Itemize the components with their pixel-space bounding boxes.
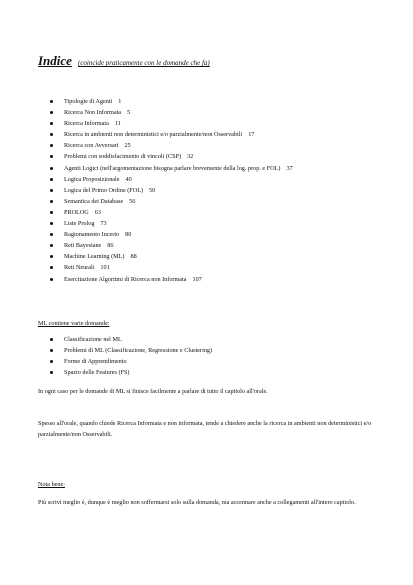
- toc-item-label: Liste Prolog: [64, 220, 95, 228]
- toc-item: [50, 229, 293, 240]
- ml-topic-item: Forme di Apprendimento: [50, 356, 212, 367]
- toc-item-label: Ricerca Informata: [64, 120, 109, 128]
- toc-item-page: 37: [286, 164, 293, 172]
- toc-item: [50, 107, 293, 118]
- toc-item-label: Ragionamento Incerto: [64, 231, 120, 239]
- page-subtitle: (coincide praticamente con le domande che fa): [77, 59, 210, 67]
- toc-item: [50, 196, 293, 207]
- toc-item-page: 56: [129, 197, 136, 205]
- toc-item: [50, 207, 293, 218]
- toc-item-label: Reti Bayesiane: [64, 242, 102, 250]
- toc-item-label: Semantica dei Database: [64, 197, 124, 205]
- toc-item-label: Problemi con soddisfacimento di vincoli (CSP): [64, 153, 182, 161]
- ml-topic-item: Spazio delle Features (FS): [50, 367, 212, 378]
- toc-item-page: 80: [125, 231, 132, 239]
- toc-item-page: 73: [100, 220, 107, 228]
- toc-item: [50, 218, 293, 229]
- toc-item: [50, 151, 293, 162]
- toc-item-label: Machine Learning (ML): [64, 253, 125, 261]
- ml-heading: ML contiene varie domande:: [38, 320, 110, 327]
- toc-item-label: PROLOG: [64, 208, 89, 216]
- toc-item-page: 11: [114, 120, 121, 128]
- toc-item: [50, 274, 293, 285]
- toc-item-label: Ricerca con Avversari: [64, 142, 119, 150]
- toc-item-page: 17: [248, 131, 255, 139]
- toc-item-label: Agenti Logici (nell'argomentazione bisogna parlare brevemente della log. prop. e FOL): [64, 164, 281, 172]
- toc-item-page: 50: [149, 186, 156, 194]
- toc-item-page: 107: [192, 275, 202, 283]
- toc-item-page: 32: [187, 153, 194, 161]
- toc-item-page: 101: [100, 264, 110, 272]
- toc-item-page: 63: [94, 208, 101, 216]
- toc-item-label: Tipologie di Agenti: [64, 98, 113, 105]
- toc-item: [50, 185, 293, 196]
- toc-item: [50, 174, 293, 185]
- toc-item: [50, 118, 293, 129]
- toc-item-page: 5: [127, 109, 131, 117]
- toc-item-page: 1: [118, 98, 122, 105]
- toc-item: [50, 163, 293, 174]
- nota-bene-heading: Nota bene:: [38, 481, 65, 488]
- toc-item: [50, 140, 293, 151]
- toc-item: [50, 96, 293, 107]
- toc-item-label: Ricerca in ambienti non deterministici e/o parzialmente/non Osservabili: [64, 131, 243, 139]
- toc-item: [50, 251, 293, 262]
- toc-item: [50, 240, 293, 251]
- toc-item-page: 40: [125, 175, 132, 183]
- page-title: Indice: [38, 53, 72, 68]
- ml-topics-list: [50, 334, 212, 378]
- ml-topic-item: Classificazione nel ML: [50, 334, 212, 345]
- toc-item-page: 86: [107, 242, 114, 250]
- ml-note: In ogni caso per le domande di ML si finisce facilmente a parlare di tutto il capitolo all'orale.: [38, 388, 268, 395]
- toc-item-label: Logica Proposizionale: [64, 175, 120, 183]
- toc-item-label: Ricerca Non Informata: [64, 109, 122, 117]
- toc-item-page: 25: [124, 142, 131, 150]
- toc-item-label: Reti Neurali: [64, 264, 95, 272]
- toc-item-page: 88: [130, 253, 137, 261]
- search-note: Spesso all'orale, quando chiede Ricerca Informata e non informata, tende a chiedere anche la ricerca in ambienti non deterministici e/o parzialmente/non Osservabili.: [38, 420, 372, 438]
- toc-item-label: Esercitazione Algoritmi di Ricerca non Informata: [64, 275, 187, 283]
- toc-item-label: Logica del Primo Ordine (FOL): [64, 186, 144, 194]
- nota-bene-text: Più scrivi meglio è, dunque è meglio non soffermarsi solo sulla domanda, ma accennare anche a collegamenti all'intero capitolo.: [38, 499, 356, 506]
- toc-item: [50, 129, 293, 140]
- ml-topic-item: Problemi di ML (Classificazione, Regressione e Clustering): [50, 345, 212, 356]
- table-of-contents: [50, 96, 293, 285]
- index-title: [38, 52, 210, 70]
- toc-item: [50, 262, 293, 273]
